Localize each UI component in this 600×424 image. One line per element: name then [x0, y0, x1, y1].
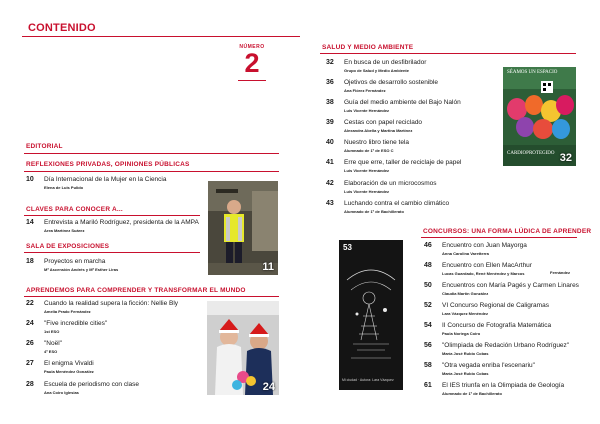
- photo-cardioprotected[interactable]: [503, 67, 576, 166]
- photo-page-number: 53: [343, 243, 352, 252]
- issue-number: 2: [244, 48, 260, 78]
- entry-title: Elaboración de un microcosmos: [344, 180, 437, 187]
- entry-page: 24: [26, 320, 34, 327]
- entry-title: Nuestro libro tiene tela: [344, 139, 410, 146]
- photo-page-number: 11: [262, 261, 274, 273]
- photo-caption: Mi ciudad · Autora: Lara Vázquez: [342, 378, 394, 382]
- entry-author: Luis Vicente Hernández: [344, 189, 390, 194]
- entry-author: María José Rubio Cobas: [442, 351, 489, 356]
- entry-page: 36: [326, 79, 334, 86]
- entry-title: El IES triunfa en la Olimpiada de Geología: [442, 382, 565, 389]
- section-rule: [24, 171, 279, 172]
- entry-author: Ana Flórez Fernández: [344, 88, 386, 93]
- entry-page: 39: [326, 119, 334, 126]
- photo-banner-title: SÉAMOS UN ESPACIO: [507, 70, 558, 75]
- photo-calligram-image: [339, 240, 403, 390]
- photo-calligram[interactable]: [339, 240, 403, 390]
- entry-author: Luis Vicente Hernández: [344, 168, 390, 173]
- entry-page: 54: [424, 322, 432, 329]
- section-rule: [421, 237, 577, 238]
- header-rule: [22, 36, 300, 37]
- entry-page: 18: [26, 258, 34, 265]
- entry-author: Lucas Guardado, René Menéndez y Marcos: [442, 271, 525, 276]
- entry-title: Cuando la realidad supera la ficción: Nellie Bly: [44, 300, 179, 307]
- entry-title: Encuentros con María Pagés y Carmen Linares: [442, 282, 579, 289]
- section-reflexiones: REFLEXIONES PRIVADAS, OPINIONES PÚBLICAS: [26, 161, 190, 168]
- entry-title: Día Internacional de la Mujer en la Ciencia: [44, 176, 167, 183]
- photo-page-number: 24: [262, 381, 275, 393]
- entry-page: 22: [26, 300, 34, 307]
- entry-author: Luis Vicente Hernández: [344, 108, 390, 113]
- entry-title: Proyectos en marcha: [44, 258, 106, 265]
- section-salud: SALUD Y MEDIO AMBIENTE: [322, 44, 414, 51]
- entry-page: 40: [326, 139, 334, 146]
- entry-page: 38: [326, 99, 334, 106]
- entry-title: El enigma Vivaldi: [44, 360, 94, 367]
- entry-title: Erre que erre, taller de reciclaje de papel: [344, 159, 462, 166]
- entry-page: 14: [26, 219, 34, 226]
- entry-author: Amelia Prado Fernández: [44, 309, 91, 314]
- entry-author: Grupo de Salud y Medio Ambiente: [344, 68, 409, 73]
- photo-page-number: 32: [559, 152, 572, 164]
- entry-author-extra: Fernández: [550, 270, 571, 275]
- entry-author: Alumnado de 1º de Bachillerato: [442, 391, 502, 396]
- section-editorial[interactable]: EDITORIAL: [26, 143, 63, 150]
- section-rule: [24, 153, 279, 154]
- entry-title: II Concurso de Fotografía Matemática: [442, 322, 552, 329]
- entry-title: Entrevista a Mariló Rodríguez, presidenta de la AMPA: [44, 219, 199, 226]
- entry-page: 28: [26, 381, 34, 388]
- entry-title: Encuentro con Juan Mayorga: [442, 242, 527, 249]
- entry-page: 26: [26, 340, 34, 347]
- entry-page: 58: [424, 362, 432, 369]
- entry-page: 56: [424, 342, 432, 349]
- entry-author: Alexandra Abella y Martina Martínez: [344, 128, 413, 133]
- header: [22, 20, 578, 38]
- entry-title: Guía del medio ambiente del Bajo Nalón: [344, 99, 461, 106]
- entry-title: En busca de un desfibrilador: [344, 59, 427, 66]
- issue-label: NÚMERO: [239, 44, 265, 50]
- entry-title: Escuela de periodismo con clase: [44, 381, 140, 388]
- entry-page: 61: [424, 382, 432, 389]
- entry-author: Ana Coiro Iglesias: [44, 390, 79, 395]
- photo-christmas[interactable]: [207, 301, 279, 395]
- section-rule: [320, 53, 576, 54]
- photo-banner-caption: CARDIOPROTEGIDO: [507, 151, 555, 156]
- entry-title: "Otra vegada enriba l'escenariu": [442, 362, 535, 369]
- entry-author: Anna Carolina Varetterra: [442, 251, 489, 256]
- entry-author: 1st ESO: [44, 329, 60, 334]
- entry-title: Ojetivos de desarrollo sostenible: [344, 79, 438, 86]
- entry-author: Claudia Martín González: [442, 291, 489, 296]
- page-title: CONTENIDO: [28, 22, 96, 34]
- section-aprendemos: APRENDEMOS PARA COMPRENDER Y TRANSFORMAR EL MUNDO: [26, 287, 246, 294]
- entry-page: 27: [26, 360, 34, 367]
- section-concursos: CONCURSOS: UNA FORMA LÚDICA DE APRENDER: [423, 228, 592, 235]
- entry-title: VI Concurso Regional de Caligramas: [442, 302, 549, 309]
- issue-rule: [238, 80, 266, 81]
- entry-author: Area Martínez Suárez: [44, 228, 85, 233]
- entry-author: Alumnado de 1º de Bachillerato: [344, 209, 404, 214]
- entry-page: 42: [326, 180, 334, 187]
- section-claves: CLAVES PARA CONOCER A...: [26, 206, 123, 213]
- entry-title: Luchando contra el cambio climático: [344, 200, 450, 207]
- entry-author: Elena de Luis Pulido: [44, 185, 84, 190]
- photo-interview[interactable]: [208, 181, 278, 275]
- entry-page: 50: [424, 282, 432, 289]
- entry-title: "Noël": [44, 340, 62, 347]
- section-rule: [24, 296, 279, 297]
- section-exposiciones: SALA DE EXPOSICIONES: [26, 243, 110, 250]
- entry-title: Cestas con papel reciclado: [344, 119, 423, 126]
- entry-page: 41: [326, 159, 334, 166]
- entry-page: 52: [424, 302, 432, 309]
- entry-author: Mª Ascensión Andrés y Mª Esther Liras: [44, 267, 119, 272]
- entry-author: Alumnado de 1º de ESO C: [344, 148, 394, 153]
- entry-title: "Five incredible cities": [44, 320, 108, 327]
- entry-author: Paula Noriega Coiro: [442, 331, 481, 336]
- entry-page: 10: [26, 176, 34, 183]
- issue-badge: [232, 44, 272, 84]
- entry-author: Lara Vázquez Menéndez: [442, 311, 489, 316]
- entry-author: 4º ESO: [44, 349, 58, 354]
- entry-title: "Olimpiada de Redación Urbano Rodríguez": [442, 342, 570, 349]
- section-rule: [24, 252, 200, 253]
- entry-title: Encuentro con Ellen MacArthur: [442, 262, 532, 269]
- entry-author: María José Rubio Cobas: [442, 371, 489, 376]
- entry-page: 48: [424, 262, 432, 269]
- section-rule: [24, 215, 200, 216]
- entry-author: Paula Menéndez González: [44, 369, 94, 374]
- entry-page: 46: [424, 242, 432, 249]
- entry-page: 43: [326, 200, 334, 207]
- entry-page: 32: [326, 59, 334, 66]
